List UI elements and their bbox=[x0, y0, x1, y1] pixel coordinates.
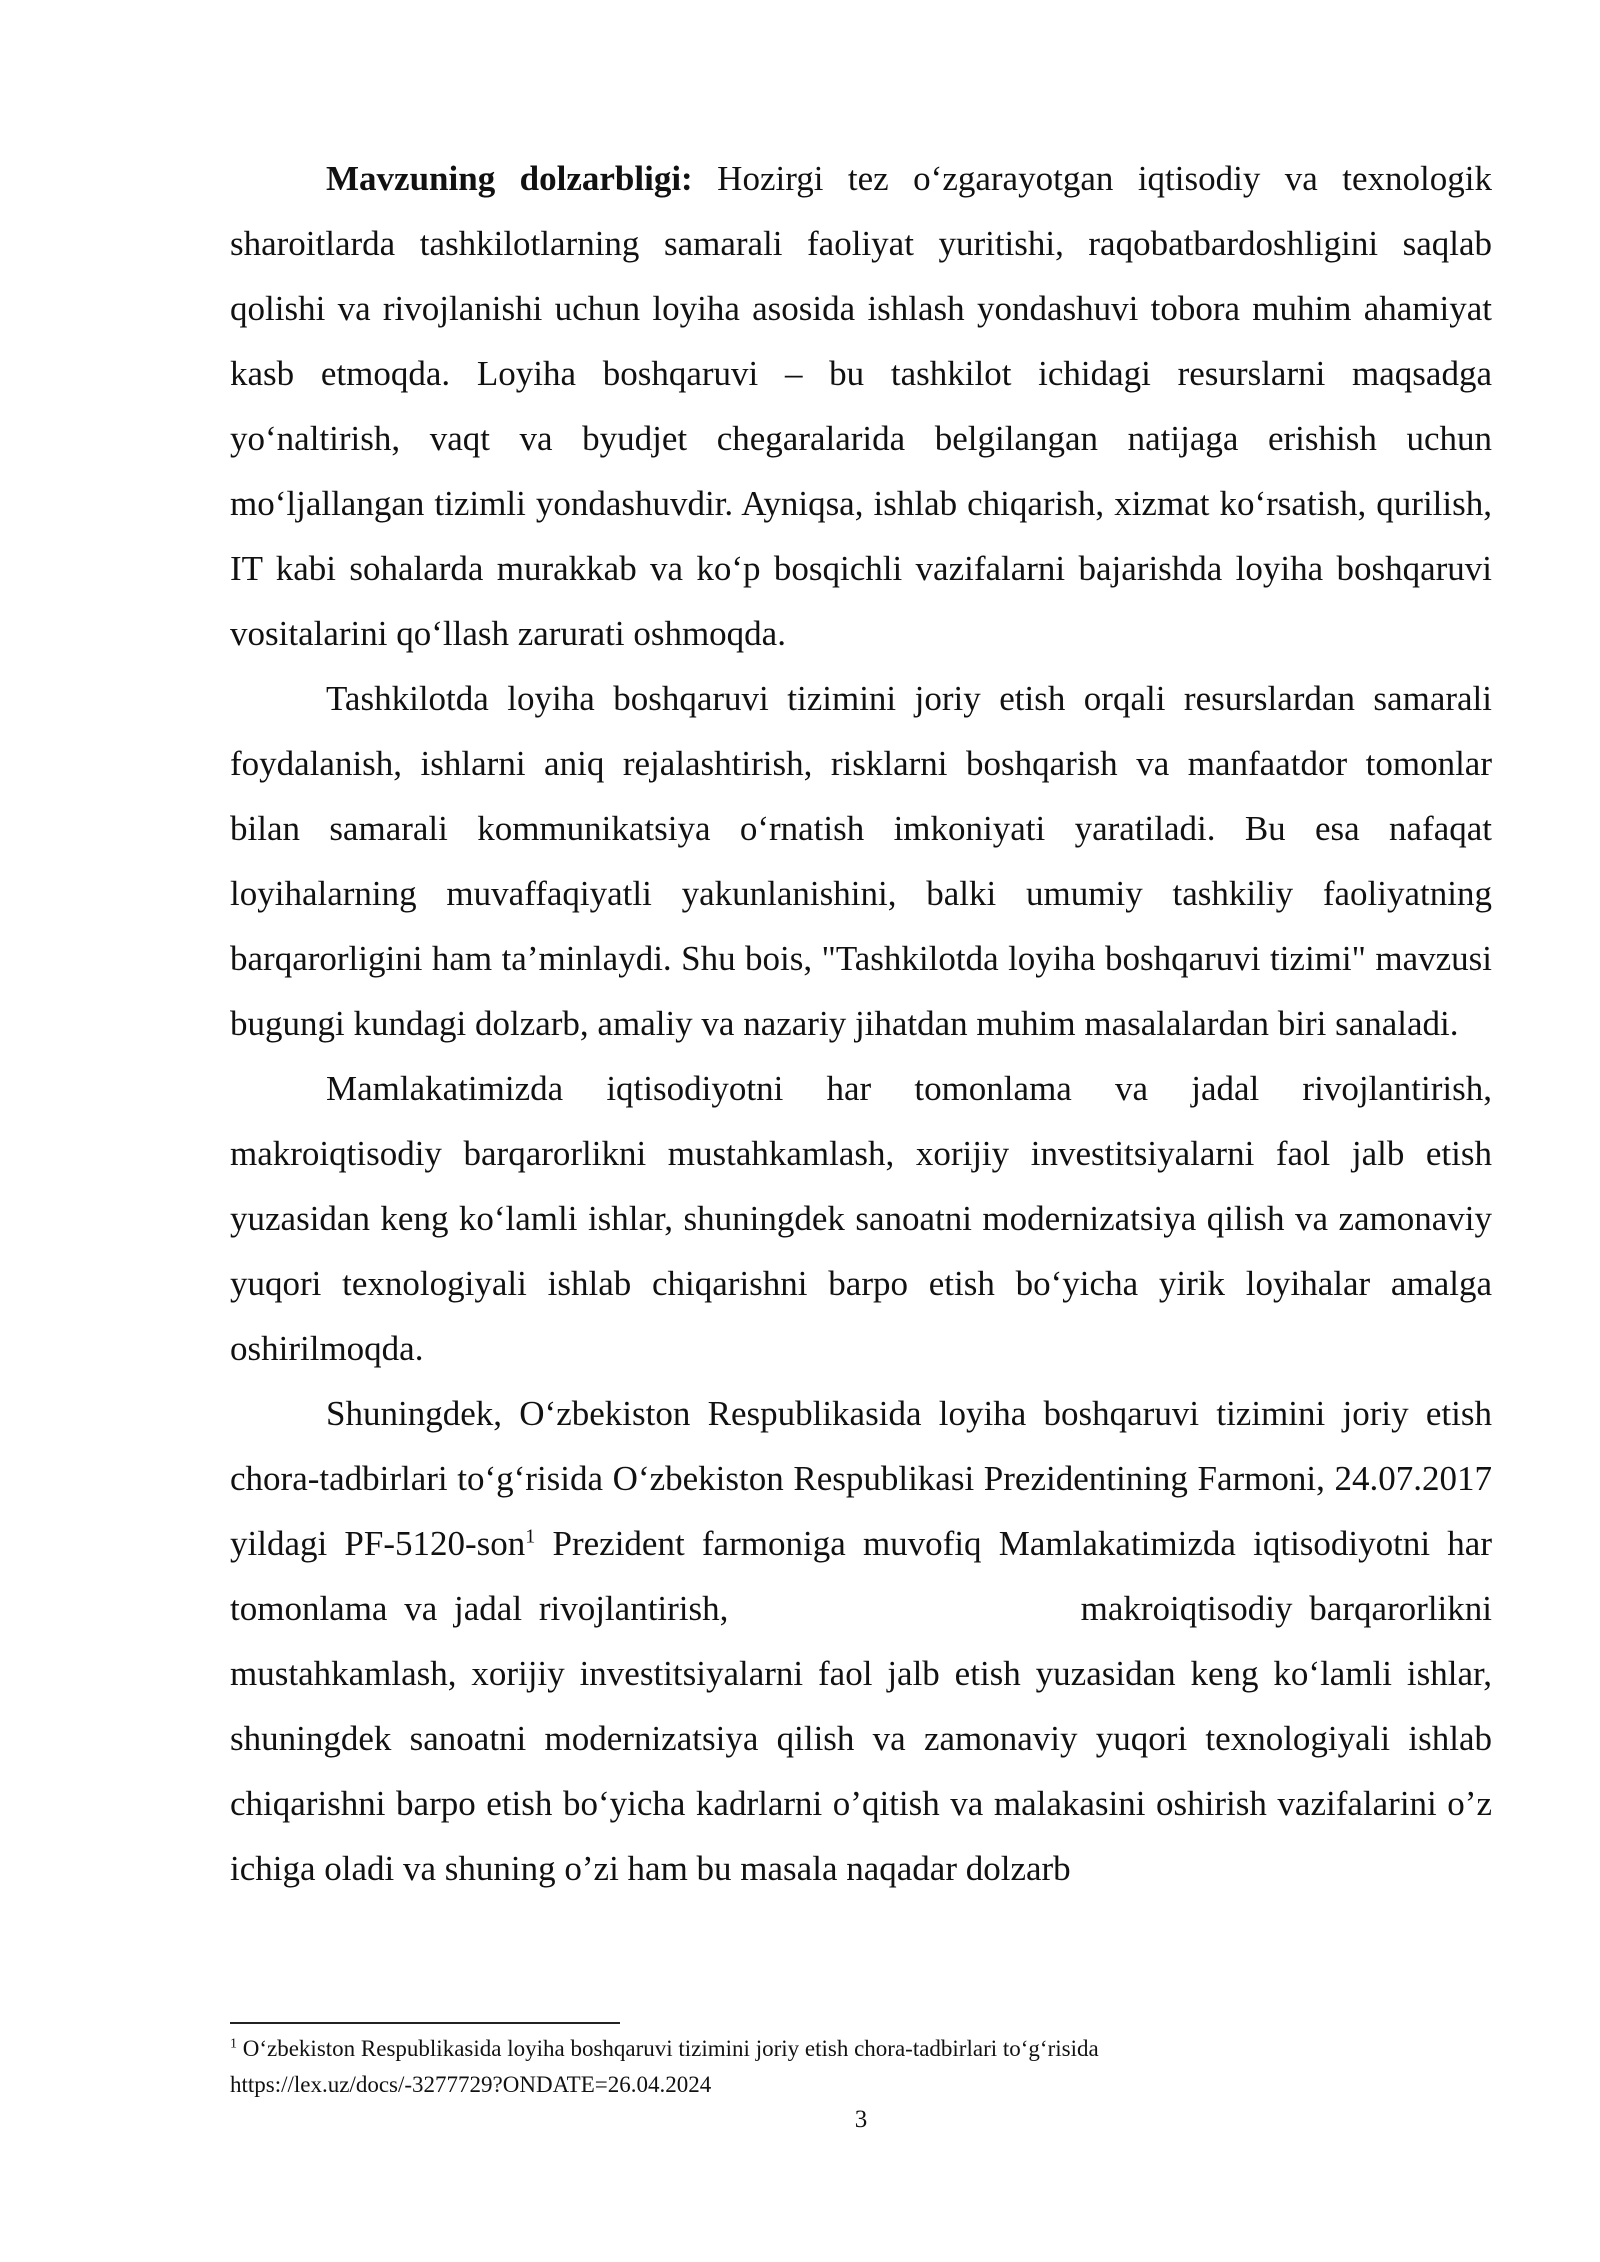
paragraph-text: Prezident farmoniga muvofiq Mamlakatimizda iqtisodiyotni har tomonlama va jadal rivojlantirish, makroiqtisodiy barqarorlikni mustahkamlash, xorijiy investitsiyalarni faol jalb etish yuzasidan keng ko‘lamli ishlar, shuningdek sanoatni modernizatsiya qilish va zamonaviy yuqori texnologiyali ishlab chiqarishni barpo etish bo‘yicha kadrlarni o’qitish va malakasini oshirish vazifalarini o’z ichiga oladi va shuning o’zi ham bu masala naqadar dolzarb bbox=[230, 1524, 1501, 1888]
paragraph-text: Mamlakatimizda iqtisodiyotni har tomonlama va jadal rivojlantirish, makroiqtisodiy barqarorlikni mustahkamlash, xorijiy investitsiyalarni faol jalb etish yuzasidan keng ko‘lamli ishlar, shuningdek sanoatni modernizatsiya qilish va zamonaviy yuqori texnologiyali ishlab chiqarishni barpo etish bo‘yicha yirik loyihalar amalga oshirilmoqda. bbox=[230, 1069, 1492, 1368]
footnote-separator bbox=[230, 2022, 620, 2024]
footnote-reference[interactable]: 1 bbox=[525, 1525, 536, 1548]
footnote-link[interactable]: https://lex.uz/docs/-3277729?ONDATE=26.04.2024 bbox=[230, 2072, 712, 2097]
document-body bbox=[230, 146, 1501, 1901]
page-number: 3 bbox=[854, 2106, 868, 2133]
paragraph-decree bbox=[230, 1381, 1501, 1901]
paragraph-implementation bbox=[230, 666, 1492, 1056]
paragraph-relevance bbox=[230, 146, 1492, 666]
paragraph-text: Shuningdek, O‘zbekiston Respublikasida loyiha boshqaruvi tizimini joriy etish chora-tadbirlari to‘g‘risida O‘zbekiston Respublikasi Prezidentining Farmoni, 24.07.2017 yildagi PF-5120-son bbox=[230, 1394, 1492, 1563]
footnote bbox=[230, 2031, 1492, 2103]
footnote-text: O‘zbekiston Respublikasida loyiha boshqaruvi tizimini joriy etish chora-tadbirlari to‘g‘risida bbox=[237, 2036, 1099, 2061]
paragraph-lead-heading: Mavzuning dolzarbligi: bbox=[326, 159, 693, 198]
footnote-number: 1 bbox=[230, 2036, 237, 2052]
paragraph-text: Tashkilotda loyiha boshqaruvi tizimini joriy etish orqali resurslardan samarali foydalanish, ishlarni aniq rejalashtirish, risklarni boshqarish va manfaatdor tomonlar bilan samarali kommunikatsiya o‘rnatish imkoniyati yaratiladi. Bu esa nafaqat loyihalarning muvaffaqiyatli yakunlanishini, balki umumiy tashkiliy faoliyatning barqarorligini ham ta’minlaydi. Shu bois, "Tashkilotda loyiha boshqaruvi tizimi" mavzusi bugungi kundagi dolzarb, amaliy va nazariy jihatdan muhim masalalardan biri sanaladi. bbox=[230, 679, 1492, 1043]
footnote-line bbox=[230, 2031, 1492, 2067]
paragraph-text: Hozirgi tez o‘zgarayotgan iqtisodiy va texnologik sharoitlarda tashkilotlarning samarali faoliyat yuritishi, raqobatbardoshligini saqlab qolishi va rivojlanishi uchun loyiha asosida ishlash yondashuvi tobora muhim ahamiyat kasb etmoqda. Loyiha boshqaruvi – bu tashkilot ichidagi resurslarni maqsadga yo‘naltirish, vaqt va byudjet chegaralarida belgilangan natijaga erishish uchun mo‘ljallangan tizimli yondashuvdir. Ayniqsa, ishlab chiqarish, xizmat ko‘rsatish, qurilish, IT kabi sohalarda murakkab va ko‘p bosqichli vazifalarni bajarishda loyiha boshqaruvi vositalarini qo‘llash zarurati oshmoqda. bbox=[230, 159, 1492, 653]
paragraph-economy bbox=[230, 1056, 1492, 1381]
